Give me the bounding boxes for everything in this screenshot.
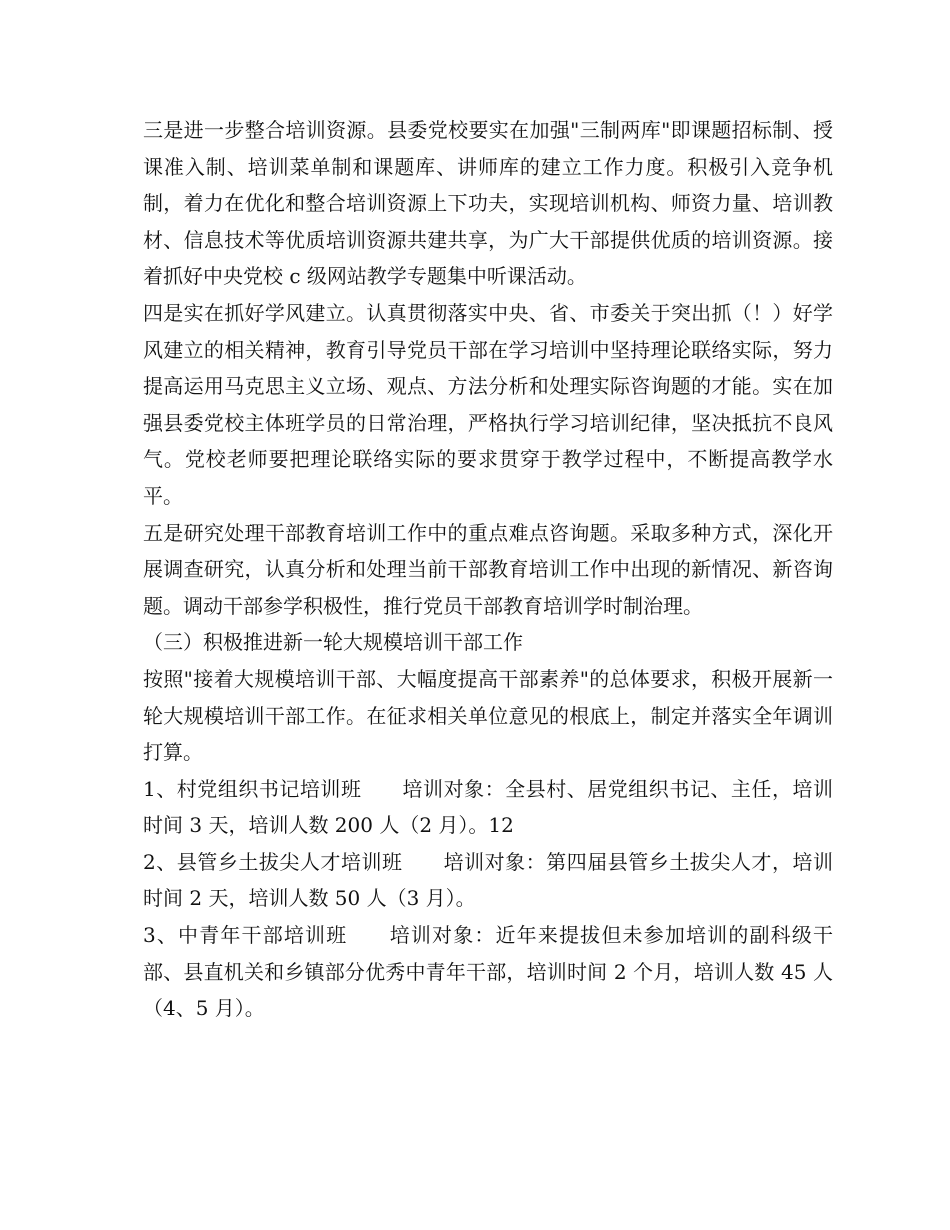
training-item-rural-talent: 2、县管乡土拔尖人才培训班 培训对象：第四届县管乡土拔尖人才，培训时间 2 天，培训人数 50 人（3 月）。: [143, 849, 833, 911]
document-body: [143, 112, 833, 1027]
paragraph-study-style: 四是实在抓好学风建立。认真贯彻落实中央、省、市委关于突出抓（！）好学风建立的相关精神，教育引导党员干部在学习培训中坚持理论联络实际，努力提高运用马克思主义立场、观点、方法分析和处理实际咨询题的才能。实在加强县委党校主体班学员的日常治理，严格执行学习培训纪律，坚决抵抗不良风气。党校老师要把理论联络实际的要求贯穿于教学过程中，不断提高教学水平。: [143, 300, 833, 508]
paragraph-resources: 三是进一步整合培训资源。县委党校要实在加强"三制两库"即课题招标制、授课准入制、培训菜单制和课题库、讲师库的建立工作力度。积极引入竞争机制，着力在优化和整合培训资源上下功夫，实现培训机构、师资力量、培训教材、信息技术等优质培训资源共建共享，为广大干部提供优质的培训资源。接着抓好中央党校 c 级网站教学专题集中听课活动。: [143, 118, 833, 289]
training-item-village-secretaries: 1、村党组织书记培训班 培训对象：全县村、居党组织书记、主任，培训时间 3 天，培训人数 200 人（2 月）。12: [143, 776, 833, 838]
training-item-young-cadres: 3、中青年干部培训班 培训对象：近年来提拔但未参加培训的副科级干部、县直机关和乡镇部分优秀中青年干部，培训时间 2 个月，培训人数 45 人（4、5 月）。: [143, 923, 833, 1021]
section-intro: 按照"接着大规模培训干部、大幅度提高干部素养"的总体要求，积极开展新一轮大规模培训干部工作。在征求相关单位意见的根底上，制定并落实全年调训打算。: [143, 666, 833, 765]
paragraph-key-issues: 五是研究处理干部教育培训工作中的重点难点咨询题。采取多种方式，深化开展调查研究，认真分析和处理当前干部教育培训工作中出现的新情况、新咨询题。调动干部参学积极性，推行党员干部教育培训学时制治理。: [143, 520, 833, 618]
section-heading: （三）积极推进新一轮大规模培训干部工作: [143, 630, 523, 655]
